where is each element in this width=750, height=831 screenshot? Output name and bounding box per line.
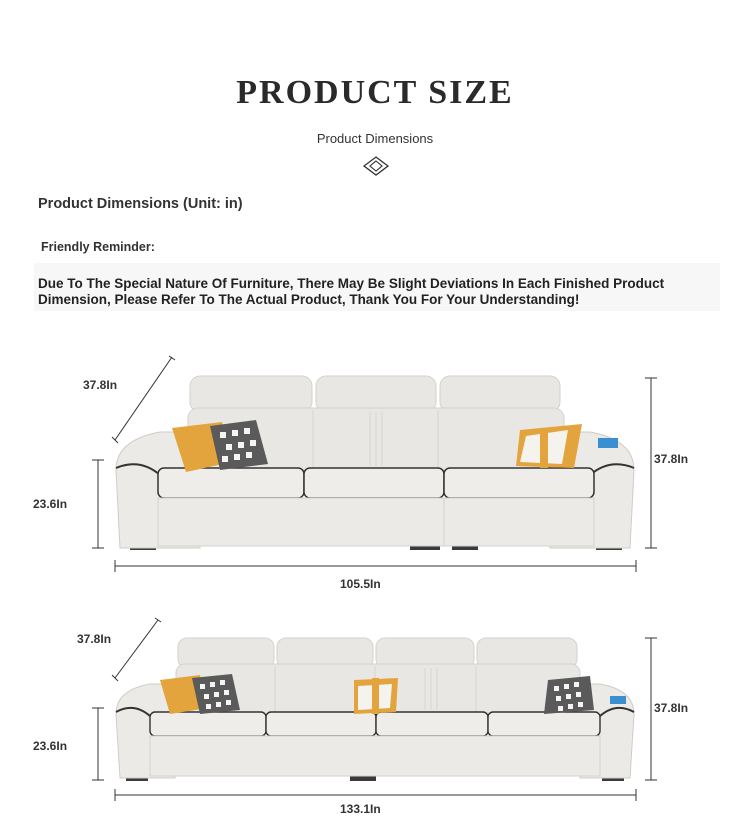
page-title: PRODUCT SIZE bbox=[236, 74, 514, 111]
sofa-4-seat-height-label: 23.6In bbox=[33, 739, 68, 753]
diamond-ornament-icon bbox=[363, 156, 389, 176]
sofa-3-depth-label: 37.8In bbox=[83, 378, 118, 392]
sofa-3-seat-height-label: 23.6In bbox=[33, 497, 68, 511]
reminder-label: Friendly Reminder: bbox=[41, 240, 155, 254]
sofa-3-height-label: 37.8In bbox=[654, 452, 689, 466]
sofa-4-height-label: 37.8In bbox=[654, 701, 689, 715]
reminder-text: Due To The Special Nature Of Furniture, There May Be Slight Deviations In Each Finished Product Dimension, Please Refer To The Actual Product, Thank You For Your Understanding! bbox=[38, 276, 665, 307]
page-subtitle: Product Dimensions bbox=[316, 131, 434, 146]
sofa-4-width-label: 133.1In bbox=[340, 802, 381, 816]
sofa-4-depth-label: 37.8In bbox=[77, 632, 112, 646]
dimensions-heading: Product Dimensions (Unit: in) bbox=[38, 196, 243, 212]
sofa-3-width-label: 105.5In bbox=[340, 577, 381, 591]
